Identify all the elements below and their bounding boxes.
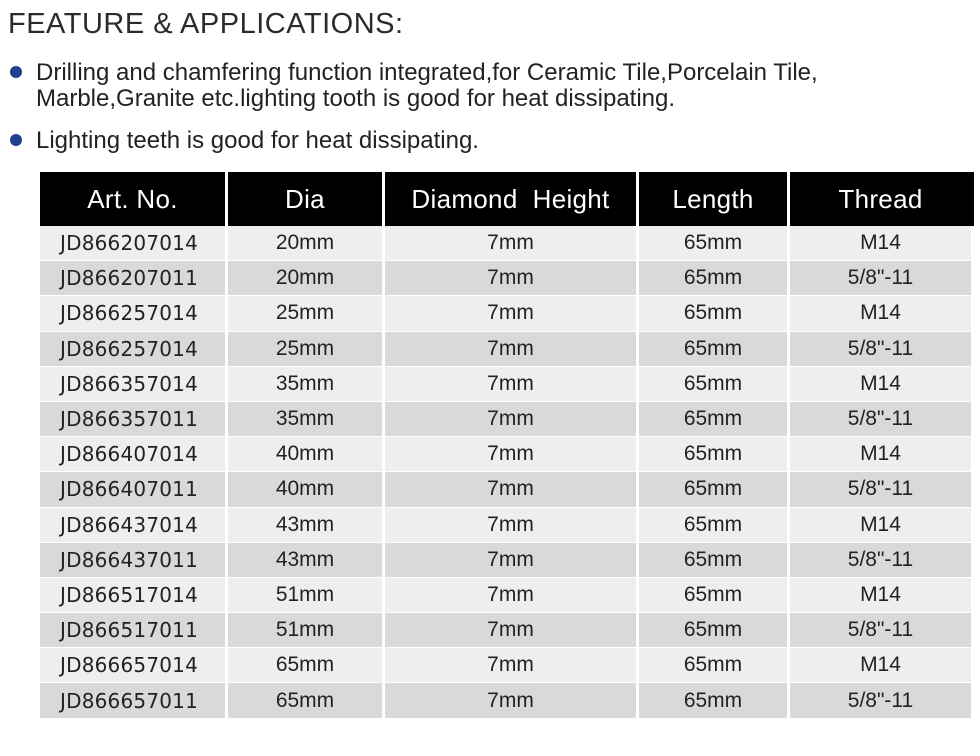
cell-art-no: JD866437014	[40, 508, 228, 543]
cell-diamond-height: 7mm	[385, 367, 639, 402]
cell-diamond-height: 7mm	[385, 226, 639, 261]
table-row	[40, 367, 974, 402]
cell-thread: M14	[790, 437, 974, 472]
cell-dia: 51mm	[228, 613, 385, 648]
cell-thread: 5/8"-11	[790, 543, 974, 578]
cell-thread: 5/8"-11	[790, 261, 974, 296]
page-heading: FEATURE & APPLICATIONS:	[8, 8, 404, 40]
cell-diamond-height: 7mm	[385, 472, 639, 507]
cell-diamond-height: 7mm	[385, 543, 639, 578]
table-row	[40, 543, 974, 578]
cell-diamond-height: 7mm	[385, 578, 639, 613]
cell-length: 65mm	[639, 648, 790, 683]
cell-length: 65mm	[639, 226, 790, 261]
cell-dia: 20mm	[228, 261, 385, 296]
cell-art-no: JD866517011	[40, 613, 228, 648]
cell-length: 65mm	[639, 543, 790, 578]
cell-thread: M14	[790, 367, 974, 402]
header-thread: Thread	[790, 172, 974, 226]
feature-text-1: Drilling and chamfering function integrated,for Ceramic Tile,Porcelain Tile, Marble,Granite etc.lighting tooth is good for heat dissipating.	[36, 59, 818, 112]
cell-length: 65mm	[639, 613, 790, 648]
table-row	[40, 332, 974, 367]
header-diamond-height: Diamond Height	[385, 172, 639, 226]
cell-thread: 5/8"-11	[790, 472, 974, 507]
header-dia: Dia	[228, 172, 385, 226]
cell-art-no: JD866517014	[40, 578, 228, 613]
feature-bullet-2	[10, 128, 936, 154]
cell-diamond-height: 7mm	[385, 613, 639, 648]
bullet-dot-icon	[10, 134, 22, 146]
cell-art-no: JD866407014	[40, 437, 228, 472]
cell-dia: 35mm	[228, 402, 385, 437]
table-row	[40, 402, 974, 437]
header-art-no: Art. No.	[40, 172, 228, 226]
cell-diamond-height: 7mm	[385, 683, 639, 718]
cell-thread: M14	[790, 508, 974, 543]
table-row	[40, 648, 974, 683]
cell-thread: 5/8"-11	[790, 402, 974, 437]
cell-art-no: JD866407011	[40, 472, 228, 507]
cell-dia: 25mm	[228, 296, 385, 331]
cell-diamond-height: 7mm	[385, 402, 639, 437]
cell-dia: 40mm	[228, 472, 385, 507]
cell-diamond-height: 7mm	[385, 437, 639, 472]
cell-dia: 51mm	[228, 578, 385, 613]
table-row	[40, 508, 974, 543]
table-row	[40, 578, 974, 613]
table-row	[40, 261, 974, 296]
cell-art-no: JD866207014	[40, 226, 228, 261]
table-row	[40, 613, 974, 648]
cell-length: 65mm	[639, 437, 790, 472]
cell-diamond-height: 7mm	[385, 508, 639, 543]
cell-diamond-height: 7mm	[385, 296, 639, 331]
table-row	[40, 472, 974, 507]
cell-diamond-height: 7mm	[385, 261, 639, 296]
cell-art-no: JD866357014	[40, 367, 228, 402]
cell-dia: 25mm	[228, 332, 385, 367]
table-header-row	[40, 172, 974, 226]
cell-thread: 5/8"-11	[790, 332, 974, 367]
cell-length: 65mm	[639, 578, 790, 613]
table-row	[40, 226, 974, 261]
cell-length: 65mm	[639, 332, 790, 367]
cell-art-no: JD866207011	[40, 261, 228, 296]
cell-dia: 35mm	[228, 367, 385, 402]
feature-bullet-1	[10, 60, 936, 112]
cell-art-no: JD866257014	[40, 296, 228, 331]
cell-length: 65mm	[639, 402, 790, 437]
table-row	[40, 437, 974, 472]
cell-thread: 5/8"-11	[790, 613, 974, 648]
cell-length: 65mm	[639, 683, 790, 718]
cell-dia: 65mm	[228, 683, 385, 718]
cell-art-no: JD866257014	[40, 332, 228, 367]
cell-length: 65mm	[639, 261, 790, 296]
cell-thread: M14	[790, 296, 974, 331]
header-length: Length	[639, 172, 790, 226]
cell-length: 65mm	[639, 296, 790, 331]
cell-length: 65mm	[639, 472, 790, 507]
cell-dia: 43mm	[228, 543, 385, 578]
cell-thread: M14	[790, 648, 974, 683]
table-row	[40, 296, 974, 331]
spec-table	[40, 172, 974, 719]
cell-diamond-height: 7mm	[385, 332, 639, 367]
feature-text-2: Lighting teeth is good for heat dissipating.	[36, 127, 479, 154]
cell-length: 65mm	[639, 508, 790, 543]
cell-art-no: JD866657011	[40, 683, 228, 718]
cell-dia: 43mm	[228, 508, 385, 543]
cell-dia: 65mm	[228, 648, 385, 683]
cell-length: 65mm	[639, 367, 790, 402]
cell-thread: M14	[790, 226, 974, 261]
cell-diamond-height: 7mm	[385, 648, 639, 683]
cell-dia: 40mm	[228, 437, 385, 472]
cell-thread: M14	[790, 578, 974, 613]
cell-art-no: JD866357011	[40, 402, 228, 437]
cell-art-no: JD866657014	[40, 648, 228, 683]
cell-dia: 20mm	[228, 226, 385, 261]
cell-art-no: JD866437011	[40, 543, 228, 578]
bullet-dot-icon	[10, 66, 22, 78]
table-row	[40, 683, 974, 718]
cell-thread: 5/8"-11	[790, 683, 974, 718]
